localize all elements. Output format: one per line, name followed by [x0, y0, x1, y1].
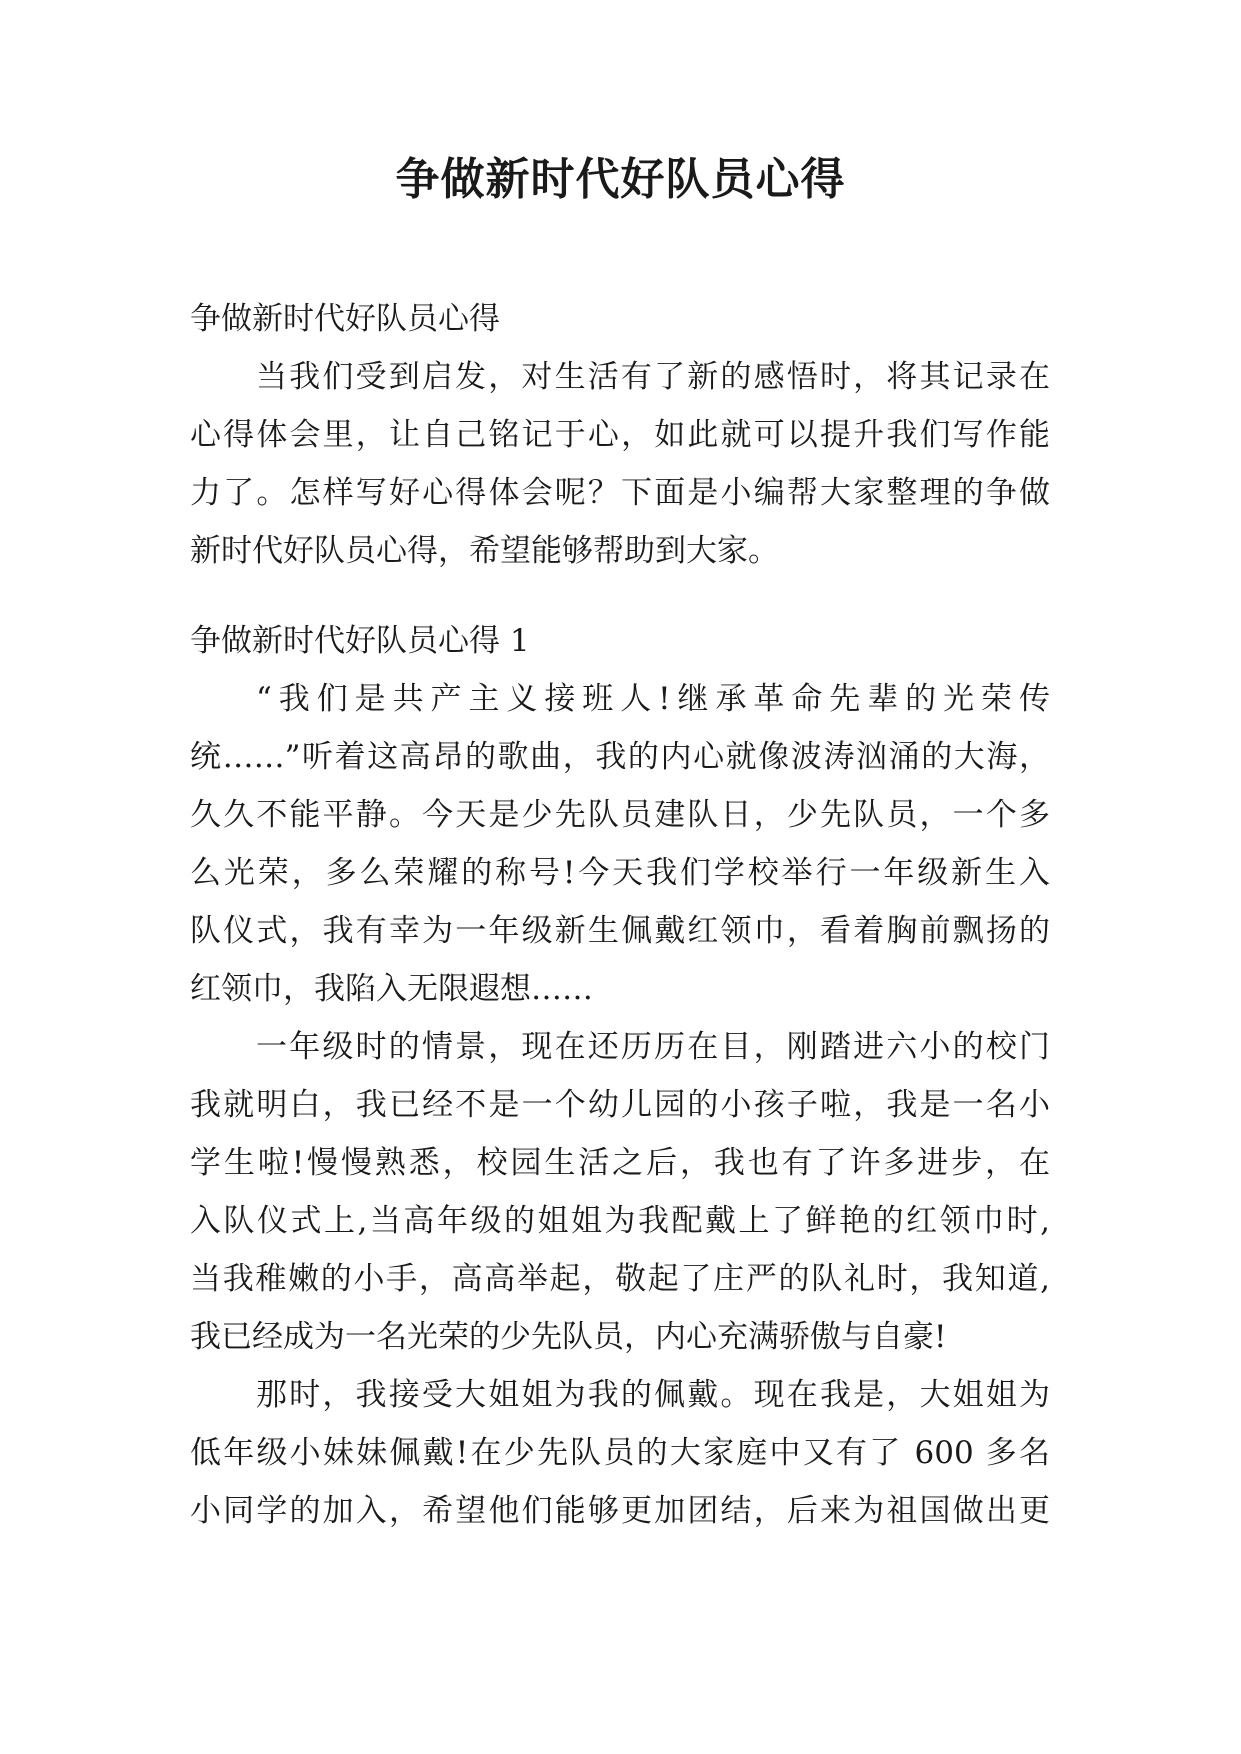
paragraph-line: 新时代好队员心得，希望能够帮助到大家。 [190, 533, 779, 569]
paragraph-2 [190, 1018, 1050, 1366]
paragraph-line: 我就明白，我已经不是一个幼儿园的小孩子啦，我是一名小 [190, 1087, 1050, 1123]
paragraph-line: 心得体会里，让自己铭记于心，如此就可以提升我们写作能 [190, 417, 1050, 453]
intro-heading: 争做新时代好队员心得 [190, 301, 500, 337]
paragraph-line: 学生啦!慢慢熟悉，校园生活之后，我也有了许多进步，在 [190, 1145, 1050, 1181]
intro-paragraph [190, 348, 1050, 580]
paragraph-line: 么光荣，多么荣耀的称号!今天我们学校举行一年级新生入 [190, 855, 1050, 891]
document-title: 争做新时代好队员心得 [395, 154, 846, 205]
section-gap [190, 580, 1050, 612]
paragraph-line: 一年级时的情景，现在还历历在目，刚踏进六小的校门 [256, 1029, 1050, 1065]
document-body [190, 290, 1050, 1540]
paragraph-line: 队仪式，我有幸为一年级新生佩戴红领巾，看着胸前飘扬的 [190, 913, 1050, 949]
paragraph-3 [190, 1366, 1050, 1540]
paragraph-line: 力了。怎样写好心得体会呢？下面是小编帮大家整理的争做 [190, 475, 1050, 511]
paragraph-line: 统……”听着这高昂的歌曲，我的内心就像波涛汹涌的大海， [190, 739, 1050, 775]
paragraph-line: 小同学的加入，希望他们能够更加团结，后来为祖国做出更 [190, 1493, 1050, 1529]
paragraph-line: 久久不能平静。今天是少先队员建队日，少先队员，一个多 [190, 797, 1050, 833]
paragraph-line: 低年级小妹妹佩戴!在少先队员的大家庭中又有了 600 多名 [190, 1435, 1050, 1471]
paragraph-line: “我们是共产主义接班人!继承革命先辈的光荣传 [256, 681, 1050, 717]
paragraph-1 [190, 670, 1050, 1018]
paragraph-line: 当我稚嫩的小手，高高举起，敬起了庄严的队礼时，我知道, [190, 1261, 1050, 1297]
paragraph-line: 那时，我接受大姐姐为我的佩戴。现在我是，大姐姐为 [256, 1377, 1050, 1413]
section-heading: 争做新时代好队员心得 1 [190, 623, 530, 659]
paragraph-line: 当我们受到启发，对生活有了新的感悟时，将其记录在 [256, 359, 1050, 395]
paragraph-line: 红领巾，我陷入无限遐想…… [190, 971, 593, 1007]
paragraph-line: 我已经成为一名光荣的少先队员，内心充满骄傲与自豪! [190, 1319, 947, 1355]
paragraph-line: 入队仪式上,当高年级的姐姐为我配戴上了鲜艳的红领巾时, [190, 1203, 1050, 1239]
